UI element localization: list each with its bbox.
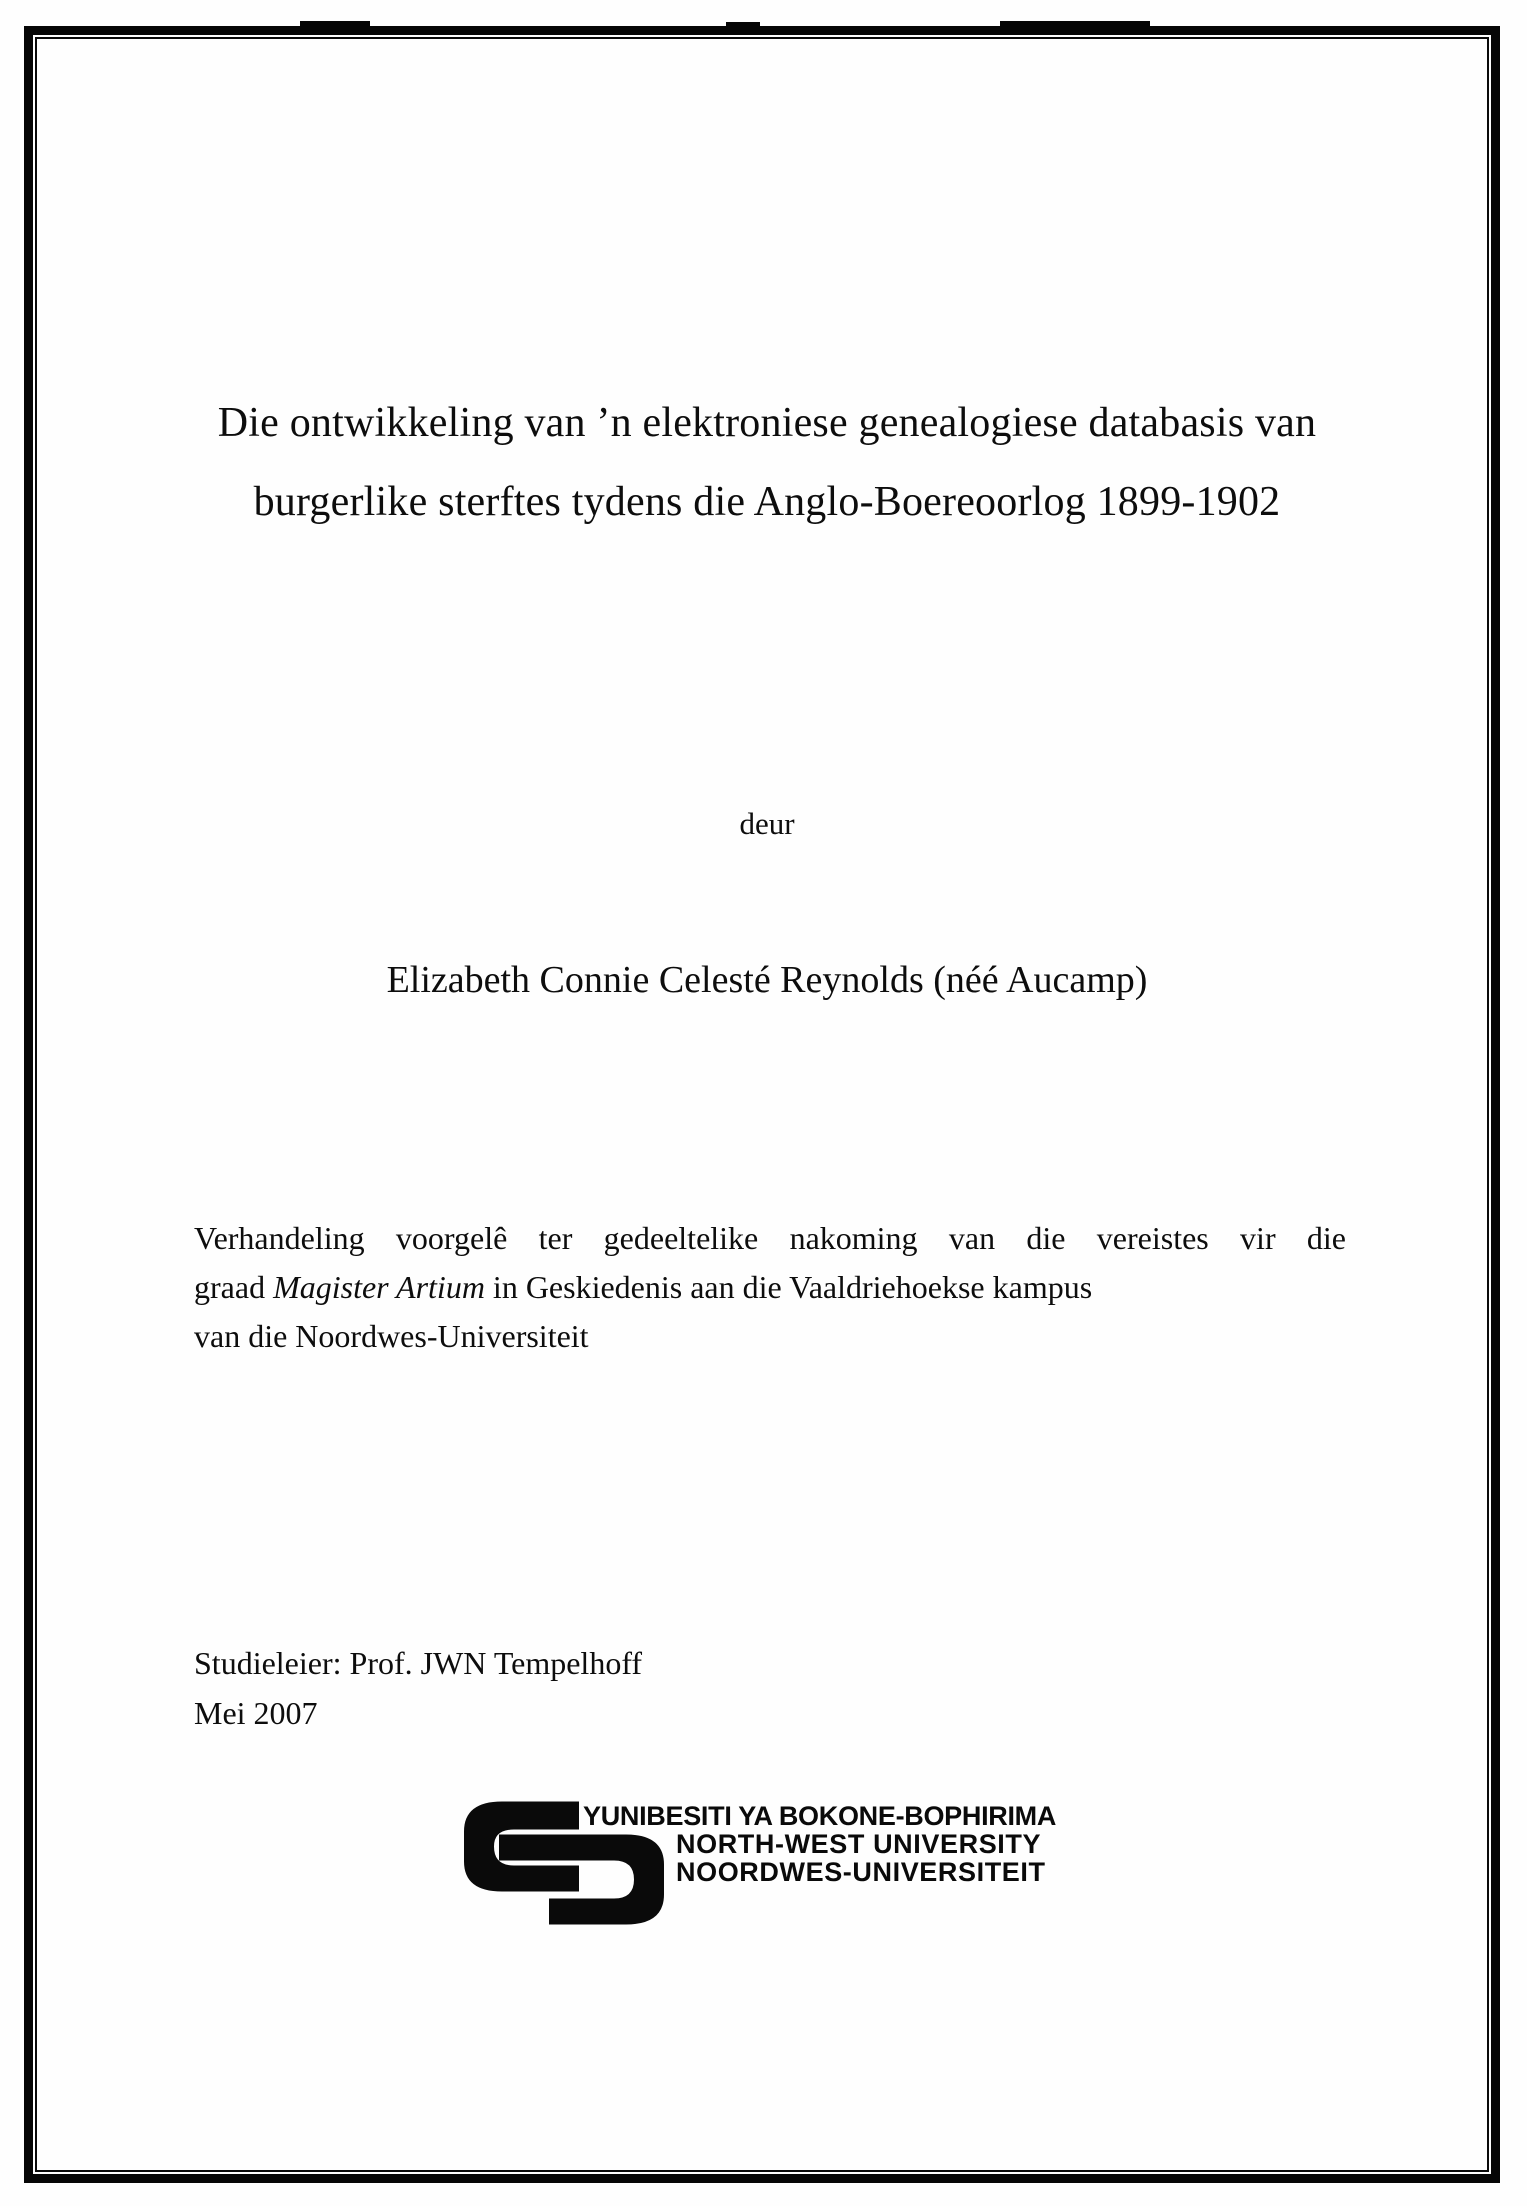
university-logo xyxy=(464,1799,1104,1949)
thesis-title-line1: Die ontwikkeling van ’n elektroniese genealogiese databasis van xyxy=(217,400,1317,446)
scan-artifact xyxy=(1000,21,1150,27)
logo-line-setswana: YUNIBESITI YA BOKONE-BOPHIRIMA xyxy=(583,1801,1057,1831)
degree-statement xyxy=(194,1214,1346,1361)
author-name: Elizabeth Connie Celesté Reynolds (néé Aucamp) xyxy=(386,959,1148,1001)
logo-wordmark xyxy=(583,1802,1056,1886)
supervisor-line: Studieleier: Prof. JWN Tempelhoff xyxy=(194,1645,643,1681)
byline-label: deur xyxy=(739,806,795,841)
degree-name: Magister Artium xyxy=(273,1269,485,1305)
degree-statement-line2 xyxy=(194,1263,1346,1312)
supervisor-block xyxy=(194,1638,1346,1738)
date-line: Mei 2007 xyxy=(194,1695,318,1731)
degree-statement-line3: van die Noordwes-Universiteit xyxy=(194,1318,589,1354)
thesis-title-line2: burgerlike sterftes tydens die Anglo-Boereoorlog 1899-1902 xyxy=(253,479,1281,525)
degree-line2-prefix: graad xyxy=(194,1269,274,1305)
degree-statement-line1: Verhandeling voorgelê ter gedeeltelike nakoming van die vereistes vir die xyxy=(194,1220,1346,1256)
logo-line-english: NORTH-WEST UNIVERSITY xyxy=(676,1829,1042,1859)
scan-artifact xyxy=(300,21,370,27)
thesis-title xyxy=(187,384,1347,542)
scan-artifact xyxy=(726,22,760,27)
logo-line-afrikaans: NOORDWES-UNIVERSITEIT xyxy=(676,1857,1046,1887)
degree-line2-suffix: in Geskiedenis aan die Vaaldriehoekse kampus xyxy=(484,1269,1093,1305)
